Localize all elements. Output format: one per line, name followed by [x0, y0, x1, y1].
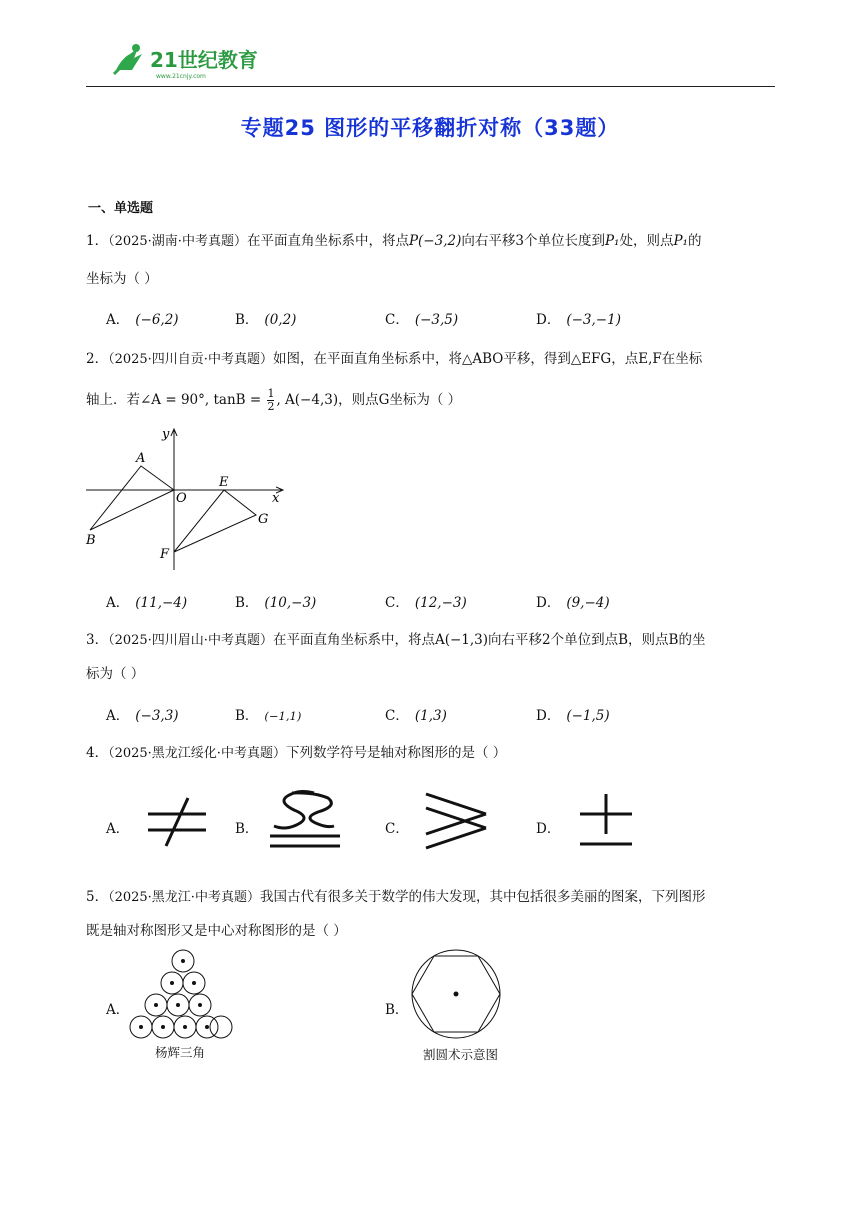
logo-url: www.21cnjy.com — [156, 73, 206, 80]
circle-division-figure — [406, 948, 508, 1042]
q4-option-d[interactable]: D． — [536, 821, 561, 837]
q5-option-b[interactable]: B． — [385, 1002, 409, 1018]
svg-text:E: E — [219, 475, 229, 490]
q2-option-d[interactable]: D． (9,−4) — [536, 595, 610, 611]
q1-option-a[interactable]: A． (−6,2) — [106, 312, 179, 328]
q4-option-c[interactable]: C． — [385, 821, 409, 837]
svg-text:B: B — [86, 533, 96, 548]
section-heading: 一、单选题 — [88, 201, 154, 216]
plus-minus-icon — [576, 792, 636, 850]
q3-option-d[interactable]: D． (−1,5) — [536, 708, 610, 724]
q1-option-b[interactable]: B． (0,2) — [235, 312, 297, 328]
q2-option-a[interactable]: A． (11,−4) — [106, 595, 188, 611]
logo-text: 21世纪教育 — [150, 48, 258, 72]
q3-option-a[interactable]: A． (−3,3) — [106, 708, 179, 724]
header-rule — [86, 86, 775, 87]
svg-text:F: F — [160, 547, 170, 562]
not-equal-icon — [144, 796, 210, 850]
svg-text:y: y — [162, 427, 170, 442]
q3-option-c[interactable]: C． (1,3) — [385, 708, 447, 724]
q2-option-b[interactable]: B． (10,−3) — [235, 595, 317, 611]
q1-option-d[interactable]: D． (−3,−1) — [536, 312, 621, 328]
q5-option-a[interactable]: A． — [106, 1002, 130, 1018]
question-2-line2: 轴上．若∠A = 90°, tanB = $\frac{1}{2}$ , A(−4,3)，则点G坐标为（ ） — [86, 387, 462, 413]
q4-option-b[interactable]: B． — [235, 821, 259, 837]
q4-option-a[interactable]: A． — [106, 821, 130, 837]
question-5-line2: 既是轴对称图形又是中心对称图形的是（ ） — [86, 923, 347, 939]
logo-21cnjy — [108, 40, 278, 80]
svg-text:G: G — [258, 512, 269, 527]
q2-coordinate-figure — [84, 424, 294, 574]
svg-text:O: O — [176, 491, 187, 506]
question-4: 4．（2025·黑龙江绥化·中考真题）下列数学符号是轴对称图形的是（ ） — [86, 745, 507, 761]
question-3-line2: 标为（ ） — [86, 666, 145, 682]
greater-equal-icon — [420, 790, 492, 852]
q3-option-b[interactable]: B． (−1,1) — [235, 708, 302, 724]
question-2: 2．（2025·四川自贡·中考真题）如图，在平面直角坐标系中，将△ABO平移，得到△EFG，点E,F在坐标 — [86, 351, 703, 367]
yanghui-triangle-figure — [128, 948, 234, 1042]
svg-text:x: x — [272, 491, 280, 506]
caption-yanghui: 杨辉三角 — [155, 1045, 206, 1060]
svg-text:A: A — [136, 451, 146, 466]
q2-option-c[interactable]: C． (12,−3) — [385, 595, 467, 611]
page-title: 专题25 图形的平移翻折对称（33题） — [240, 116, 620, 140]
question-5: 5．（2025·黑龙江·中考真题）我国古代有很多关于数学的伟大发现，其中包括很多美丽的图案，下列图形 — [86, 889, 706, 905]
triangle-abo — [90, 466, 174, 530]
q1-option-c[interactable]: C． (−3,5) — [385, 312, 459, 328]
similar-congruent-icon — [266, 788, 344, 850]
caption-circle-division: 割圆术示意图 — [423, 1047, 499, 1062]
question-1-line2: 坐标为（ ） — [86, 271, 158, 287]
question-3: 3．（2025·四川眉山·中考真题）在平面直角坐标系中，将点A(−1,3)向右平移2个单位到点B，则点B的坐 — [86, 632, 706, 648]
question-1: 1．（2025·湖南·中考真题）在平面直角坐标系中，将点P(−3,2)向右平移3个单位长度到P₁处，则点P₁的 — [86, 233, 702, 249]
